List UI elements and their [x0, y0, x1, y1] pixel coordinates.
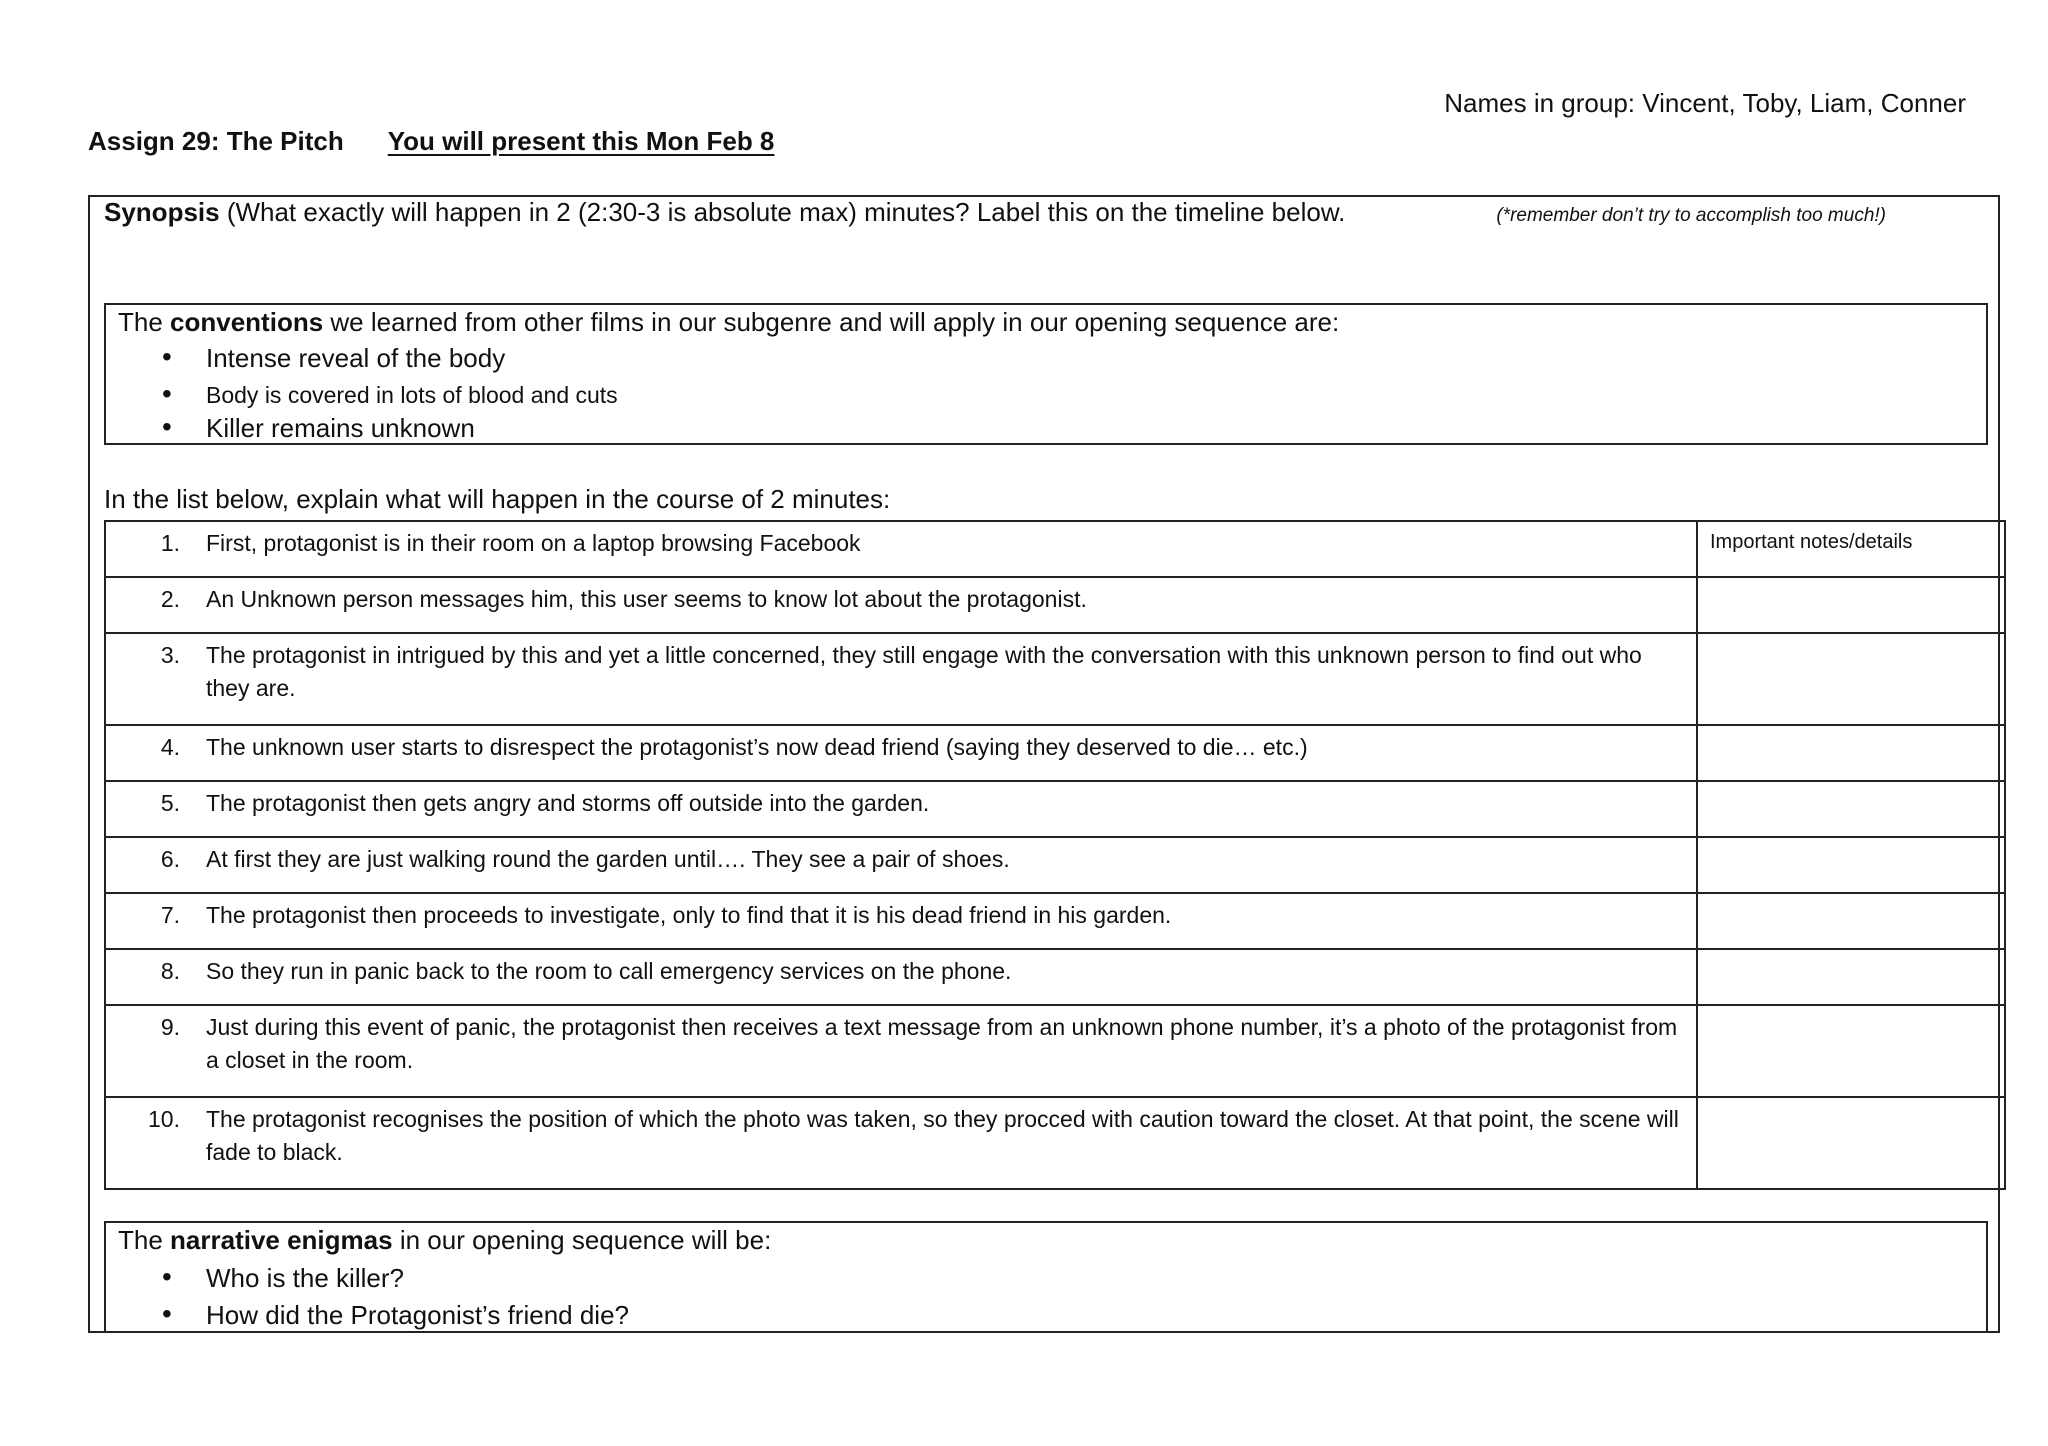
convention-item: • Killer remains unknown [106, 413, 618, 448]
step-cell [105, 521, 1697, 577]
notes-header: Important notes/details [1697, 521, 2005, 577]
present-date: You will present this Mon Feb 8 [387, 126, 775, 156]
step-number: 2. [160, 586, 180, 612]
notes-cell[interactable] [1697, 633, 2005, 725]
conventions-lead-bold: conventions [170, 307, 324, 337]
step-cell [105, 781, 1697, 837]
step-text: So they run in panic back to the room to call emergency services on the phone. [206, 958, 1012, 984]
step-cell [105, 837, 1697, 893]
enigmas-lead-bold: narrative enigmas [170, 1225, 393, 1255]
synopsis-reminder: (*remember don’t try to accomplish too much!) [1496, 205, 1886, 226]
table-row [105, 521, 2005, 577]
notes-cell[interactable] [1697, 781, 2005, 837]
step-cell [105, 1005, 1697, 1097]
step-text: Just during this event of panic, the protagonist then receives a text message from an unknown phone number, it’s a photo of the protagonist from a closet in the room. [206, 1014, 1678, 1073]
table-row [105, 781, 2005, 837]
assignment-heading [88, 126, 774, 157]
table-row [105, 893, 2005, 949]
step-number: 10. [148, 1106, 180, 1132]
step-number: 3. [160, 642, 180, 668]
notes-cell[interactable] [1697, 725, 2005, 781]
table-row [105, 1097, 2005, 1189]
notes-cell[interactable] [1697, 577, 2005, 633]
step-number: 1. [160, 530, 180, 556]
step-cell [105, 577, 1697, 633]
step-text: The unknown user starts to disrespect the protagonist’s now dead friend (saying they deserved to die… etc.) [206, 734, 1308, 760]
convention-item: • Intense reveal of the body [106, 343, 618, 378]
enigmas-lead-post: in our opening sequence will be: [392, 1225, 772, 1255]
table-row [105, 577, 2005, 633]
group-names: Names in group: Vincent, Toby, Liam, Conner [1444, 88, 1966, 118]
table-row [105, 949, 2005, 1005]
enigmas-lead-pre: The [118, 1225, 171, 1255]
notes-cell[interactable] [1697, 893, 2005, 949]
enigma-item: • How did the Protagonist’s friend die? [106, 1300, 629, 1337]
step-text: The protagonist in intrigued by this and yet a little concerned, they still engage with the conversation with this unknown person to find out who they are. [206, 642, 1642, 701]
notes-cell[interactable] [1697, 1097, 2005, 1189]
enigma-item: • Who is the killer? [106, 1263, 629, 1300]
step-number: 5. [160, 790, 180, 816]
notes-cell[interactable] [1697, 949, 2005, 1005]
step-cell [105, 633, 1697, 725]
conventions-lead-post: we learned from other films in our subgenre and will apply in our opening sequence are: [323, 307, 1340, 337]
synopsis-question: (What exactly will happen in 2 (2:30-3 is absolute max) minutes? Label this on the timeline below. [219, 197, 1346, 227]
table-row [105, 1005, 2005, 1097]
step-number: 4. [160, 734, 180, 760]
step-cell [105, 725, 1697, 781]
step-text: The protagonist recognises the position of which the photo was taken, so they procced with caution toward the closet. At that point, the scene will fade to black. [206, 1106, 1679, 1165]
assignment-title: Assign 29: The Pitch [88, 126, 344, 156]
step-text: The protagonist then proceeds to investigate, only to find that it is his dead friend in his garden. [206, 902, 1172, 928]
convention-item: • Body is covered in lots of blood and cuts [106, 378, 618, 413]
table-row [105, 837, 2005, 893]
step-text: At first they are just walking round the garden until…. They see a pair of shoes. [206, 846, 1010, 872]
step-number: 6. [160, 846, 180, 872]
steps-table [104, 520, 2006, 1190]
enigmas-box [104, 1221, 1988, 1333]
synopsis-label: Synopsis [104, 197, 220, 227]
step-number: 7. [160, 902, 180, 928]
notes-cell[interactable] [1697, 1005, 2005, 1097]
step-number: 9. [160, 1014, 180, 1040]
pitch-form [88, 195, 2000, 1333]
step-text: An Unknown person messages him, this user seems to know lot about the protagonist. [206, 586, 1087, 612]
enigmas-list [106, 1263, 629, 1337]
list-intro: In the list below, explain what will happen in the course of 2 minutes: [104, 484, 891, 514]
notes-cell[interactable] [1697, 837, 2005, 893]
synopsis-line [104, 197, 1345, 228]
conventions-box [104, 303, 1988, 445]
conventions-lead-pre: The [118, 307, 171, 337]
step-number: 8. [160, 958, 180, 984]
step-cell [105, 893, 1697, 949]
enigmas-lead [118, 1225, 771, 1256]
step-text: The protagonist then gets angry and storms off outside into the garden. [206, 790, 930, 816]
table-row [105, 633, 2005, 725]
step-cell [105, 949, 1697, 1005]
step-cell [105, 1097, 1697, 1189]
step-text: First, protagonist is in their room on a laptop browsing Facebook [206, 530, 861, 556]
conventions-list [106, 343, 618, 448]
conventions-lead [118, 307, 1339, 338]
table-row [105, 725, 2005, 781]
